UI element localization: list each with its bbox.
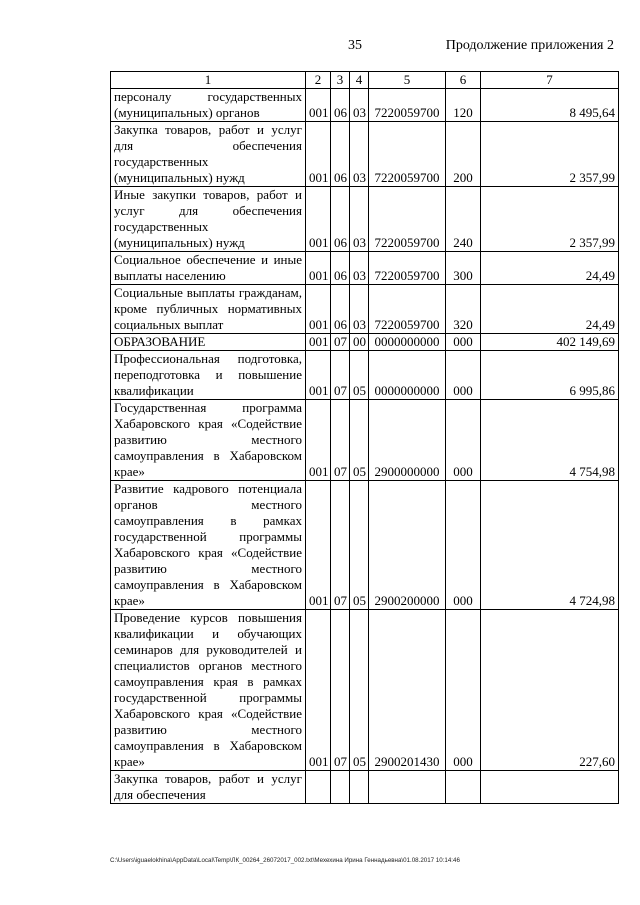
cell-code: 001 xyxy=(306,122,331,187)
cell-target-article: 7220059700 xyxy=(369,89,446,122)
table-row xyxy=(111,252,619,285)
cell-target-article: 7220059700 xyxy=(369,285,446,334)
cell-amount: 8 495,64 xyxy=(481,89,619,122)
cell-amount xyxy=(481,771,619,804)
cell-section: 06 xyxy=(331,187,350,252)
cell-code: 001 xyxy=(306,351,331,400)
table-row xyxy=(111,187,619,252)
cell-amount: 227,60 xyxy=(481,610,619,771)
cell-code: 001 xyxy=(306,187,331,252)
table-row xyxy=(111,89,619,122)
cell-subsection: 05 xyxy=(350,610,369,771)
cell-expense-type: 000 xyxy=(446,400,481,481)
cell-expense-type: 200 xyxy=(446,122,481,187)
table-header-row xyxy=(111,72,619,89)
cell-code: 001 xyxy=(306,400,331,481)
budget-table xyxy=(110,71,619,804)
row-name: Социальное обеспечение и иные выплаты населению xyxy=(111,252,306,285)
cell-subsection: 05 xyxy=(350,351,369,400)
table-row xyxy=(111,400,619,481)
column-header: 6 xyxy=(446,72,481,89)
cell-expense-type: 000 xyxy=(446,351,481,400)
cell-subsection xyxy=(350,771,369,804)
cell-amount: 24,49 xyxy=(481,285,619,334)
row-name: ОБРАЗОВАНИЕ xyxy=(111,334,306,351)
cell-section: 07 xyxy=(331,610,350,771)
cell-target-article: 7220059700 xyxy=(369,187,446,252)
cell-section: 06 xyxy=(331,89,350,122)
table-row xyxy=(111,351,619,400)
cell-code: 001 xyxy=(306,610,331,771)
cell-section: 06 xyxy=(331,252,350,285)
cell-expense-type: 000 xyxy=(446,334,481,351)
cell-section: 06 xyxy=(331,122,350,187)
table-row xyxy=(111,285,619,334)
cell-subsection: 03 xyxy=(350,122,369,187)
cell-expense-type: 120 xyxy=(446,89,481,122)
cell-amount: 2 357,99 xyxy=(481,187,619,252)
cell-amount: 402 149,69 xyxy=(481,334,619,351)
column-header: 2 xyxy=(306,72,331,89)
cell-expense-type: 000 xyxy=(446,481,481,610)
cell-section: 07 xyxy=(331,351,350,400)
table-row xyxy=(111,122,619,187)
cell-subsection: 03 xyxy=(350,187,369,252)
cell-subsection: 03 xyxy=(350,285,369,334)
cell-expense-type: 300 xyxy=(446,252,481,285)
cell-amount: 2 357,99 xyxy=(481,122,619,187)
row-name: Социальные выплаты гражданам, кроме публичных нормативных социальных выплат xyxy=(111,285,306,334)
column-header: 4 xyxy=(350,72,369,89)
cell-code: 001 xyxy=(306,481,331,610)
cell-subsection: 05 xyxy=(350,400,369,481)
row-name: Развитие кадрового потенциала органов местного самоуправления в рамках государственной программы Хабаровского края «Содействие развитию местного самоуправления в Хабаровском крае» xyxy=(111,481,306,610)
row-name: Проведение курсов повышения квалификации и обучающих семинаров для руководителей и специалистов органов местного самоуправления края в рамках государственной программы Хабаровского края «Содействие развитию местного самоуправления в Хабаровском крае» xyxy=(111,610,306,771)
cell-target-article: 2900000000 xyxy=(369,400,446,481)
cell-amount: 4 754,98 xyxy=(481,400,619,481)
cell-code xyxy=(306,771,331,804)
cell-code: 001 xyxy=(306,285,331,334)
cell-code: 001 xyxy=(306,252,331,285)
row-name: персоналу государственных (муниципальных) органов xyxy=(111,89,306,122)
cell-subsection: 00 xyxy=(350,334,369,351)
cell-target-article: 2900200000 xyxy=(369,481,446,610)
column-header: 7 xyxy=(481,72,619,89)
cell-target-article: 0000000000 xyxy=(369,334,446,351)
row-name: Закупка товаров, работ и услуг для обеспечения государственных (муниципальных) нужд xyxy=(111,122,306,187)
cell-amount: 6 995,86 xyxy=(481,351,619,400)
page-number: 35 xyxy=(348,38,362,53)
cell-amount: 24,49 xyxy=(481,252,619,285)
cell-subsection: 03 xyxy=(350,252,369,285)
column-header: 3 xyxy=(331,72,350,89)
row-name: Закупка товаров, работ и услуг для обеспечения xyxy=(111,771,306,804)
cell-amount: 4 724,98 xyxy=(481,481,619,610)
row-name: Государственная программа Хабаровского края «Содействие развитию местного самоуправления в Хабаровском крае» xyxy=(111,400,306,481)
cell-subsection: 03 xyxy=(350,89,369,122)
table-row xyxy=(111,481,619,610)
cell-expense-type: 000 xyxy=(446,610,481,771)
cell-target-article: 7220059700 xyxy=(369,252,446,285)
cell-expense-type xyxy=(446,771,481,804)
cell-target-article: 0000000000 xyxy=(369,351,446,400)
cell-expense-type: 320 xyxy=(446,285,481,334)
cell-section xyxy=(331,771,350,804)
cell-target-article: 2900201430 xyxy=(369,610,446,771)
continuation-label: Продолжение приложения 2 xyxy=(445,38,614,53)
cell-target-article: 7220059700 xyxy=(369,122,446,187)
column-header: 5 xyxy=(369,72,446,89)
table-row xyxy=(111,771,619,804)
cell-code: 001 xyxy=(306,334,331,351)
cell-section: 07 xyxy=(331,400,350,481)
row-name: Иные закупки товаров, работ и услуг для обеспечения государственных (муниципальных) нужд xyxy=(111,187,306,252)
cell-section: 07 xyxy=(331,481,350,610)
cell-target-article xyxy=(369,771,446,804)
row-name: Профессиональная подготовка, переподготовка и повышение квалификации xyxy=(111,351,306,400)
cell-expense-type: 240 xyxy=(446,187,481,252)
table-row xyxy=(111,334,619,351)
cell-subsection: 05 xyxy=(350,481,369,610)
cell-section: 07 xyxy=(331,334,350,351)
cell-code: 001 xyxy=(306,89,331,122)
file-path-footer: C:\Users\iguaelokhina\AppData\Local\Temp\ЛК_00264_26072017_002.txt\Мехехина Ирина Геннадьевна\01.08.2017 10:14:46 xyxy=(110,857,460,864)
cell-section: 06 xyxy=(331,285,350,334)
column-header: 1 xyxy=(111,72,306,89)
table-row xyxy=(111,610,619,771)
